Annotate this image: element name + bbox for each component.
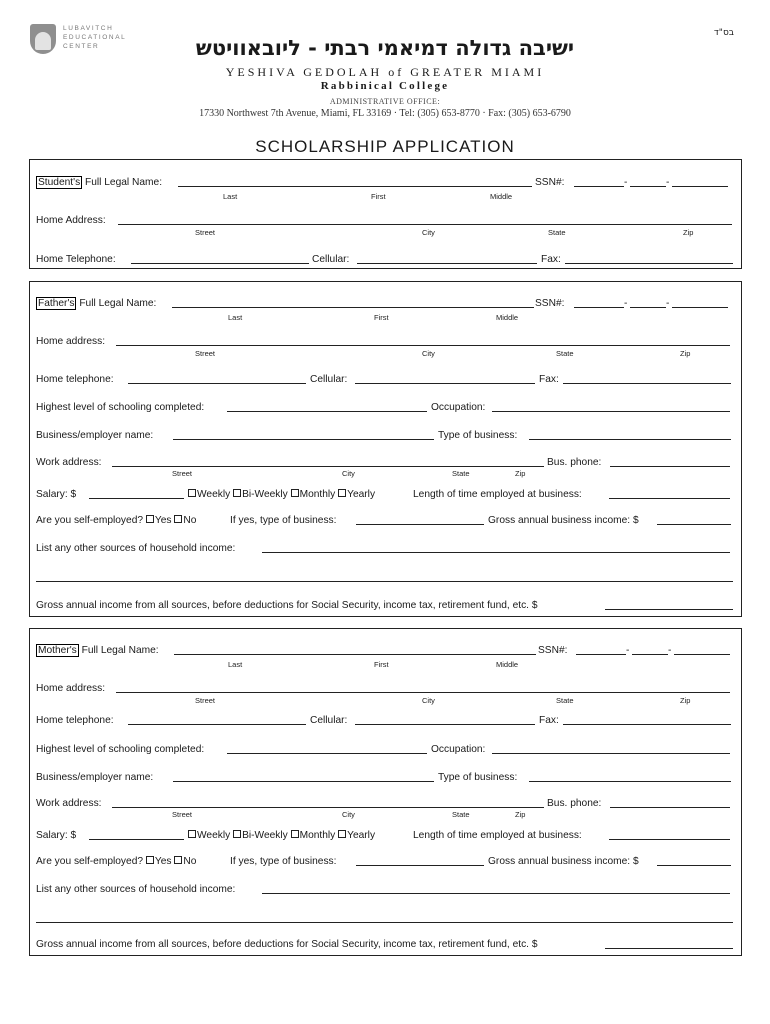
full-legal-name-label: Full Legal Name: xyxy=(85,177,163,188)
schooling-label: Highest level of schooling completed: xyxy=(36,402,205,413)
ssn-dash: - xyxy=(624,177,628,188)
mother-gross-business-income-input[interactable] xyxy=(657,856,731,866)
work-address-label: Work address: xyxy=(36,457,102,468)
father-other-sources-input-line2[interactable] xyxy=(36,572,733,582)
other-sources-label: List any other sources of household income: xyxy=(36,543,236,554)
father-gross-all-sources-input[interactable] xyxy=(605,600,733,610)
mother-name-input[interactable] xyxy=(174,645,536,655)
father-work-address-input[interactable] xyxy=(112,457,544,467)
fax-label: Fax: xyxy=(541,254,561,265)
father-name-row xyxy=(36,298,156,310)
state-caption: State xyxy=(452,810,470,819)
schooling-label: Highest level of schooling completed: xyxy=(36,744,205,755)
street-caption: Street xyxy=(172,469,193,478)
yearly-checkbox[interactable] xyxy=(338,489,346,497)
mother-section xyxy=(29,628,742,956)
length-employed-label: Length of time employed at business: xyxy=(413,489,582,500)
father-home-telephone-input[interactable] xyxy=(128,374,306,384)
ssn-label: SSN#: xyxy=(535,298,565,309)
mother-bus-phone-input[interactable] xyxy=(610,798,730,808)
weekly-label: Weekly xyxy=(197,489,231,500)
father-self-business-type-input[interactable] xyxy=(356,515,484,525)
home-telephone-label: Home telephone: xyxy=(36,715,114,726)
mother-work-address-input[interactable] xyxy=(112,798,544,808)
student-name-row xyxy=(36,177,162,189)
yearly-label: Yearly xyxy=(347,830,376,841)
full-legal-name-label: Full Legal Name: xyxy=(79,298,157,309)
father-section xyxy=(29,281,742,617)
mother-home-address-input[interactable] xyxy=(116,683,730,693)
monthly-label: Monthly xyxy=(299,830,336,841)
home-address-label: Home Address: xyxy=(36,215,106,226)
ssn-dash: - xyxy=(624,298,628,309)
type-of-business-label: Type of business: xyxy=(438,430,518,441)
zip-caption: Zip xyxy=(680,349,691,358)
mother-salary-input[interactable] xyxy=(89,830,184,840)
document-title: SCHOLARSHIP APPLICATION xyxy=(255,137,515,156)
biweekly-checkbox[interactable] xyxy=(233,489,241,497)
street-caption: Street xyxy=(172,810,193,819)
father-fax-input[interactable] xyxy=(563,374,731,384)
father-other-sources-input[interactable] xyxy=(262,543,730,553)
father-role-label: Father's xyxy=(38,298,75,309)
father-type-of-business-input[interactable] xyxy=(529,430,731,440)
state-caption: State xyxy=(556,696,574,705)
salary-label: Salary: $ xyxy=(36,489,77,500)
cellular-label: Cellular: xyxy=(310,715,348,726)
if-yes-type-label: If yes, type of business: xyxy=(230,856,337,867)
gross-business-income-label: Gross annual business income: $ xyxy=(488,856,639,867)
bus-phone-label: Bus. phone: xyxy=(547,457,602,468)
cellular-label: Cellular: xyxy=(312,254,350,265)
mother-self-business-type-input[interactable] xyxy=(356,856,484,866)
state-caption: State xyxy=(556,349,574,358)
student-ssn-part3[interactable] xyxy=(672,177,728,187)
salary-label: Salary: $ xyxy=(36,830,77,841)
student-section xyxy=(29,159,742,269)
work-address-label: Work address: xyxy=(36,798,102,809)
last-caption: Last xyxy=(228,313,243,322)
mother-business-name-input[interactable] xyxy=(173,772,434,782)
length-employed-label: Length of time employed at business: xyxy=(413,830,582,841)
last-caption: Last xyxy=(223,192,238,201)
ssn-label: SSN#: xyxy=(535,177,565,188)
first-caption: First xyxy=(374,660,389,669)
zip-caption: Zip xyxy=(515,469,526,478)
student-home-telephone-input[interactable] xyxy=(131,254,309,264)
mother-other-sources-input-line2[interactable] xyxy=(36,913,733,923)
self-employed-row xyxy=(36,856,196,868)
father-length-employed-input[interactable] xyxy=(609,489,730,499)
father-name-input[interactable] xyxy=(172,298,534,308)
mother-ssn-part3[interactable] xyxy=(674,645,730,655)
father-salary-input[interactable] xyxy=(89,489,184,499)
home-address-label: Home address: xyxy=(36,336,106,347)
self-employed-label: Are you self-employed? xyxy=(36,856,144,867)
city-caption: City xyxy=(422,696,435,705)
self-employed-no-checkbox[interactable] xyxy=(174,515,182,523)
mother-ssn-part1[interactable] xyxy=(576,645,626,655)
yes-label: Yes xyxy=(154,856,172,867)
address-line: 17330 Northwest 7th Avenue, Miami, FL 33169 · Tel: (305) 653-8770 · Fax: (305) 653-6790 xyxy=(199,108,571,119)
state-caption: State xyxy=(548,228,566,237)
type-of-business-label: Type of business: xyxy=(438,772,518,783)
state-caption: State xyxy=(452,469,470,478)
ssn-label: SSN#: xyxy=(538,645,568,656)
student-ssn-part2[interactable] xyxy=(630,177,666,187)
city-caption: City xyxy=(342,810,355,819)
biweekly-checkbox[interactable] xyxy=(233,830,241,838)
cellular-label: Cellular: xyxy=(310,374,348,385)
business-name-label: Business/employer name: xyxy=(36,430,154,441)
mother-cellular-input[interactable] xyxy=(355,715,535,725)
mother-fax-input[interactable] xyxy=(563,715,731,725)
hebrew-title: ישיבה גדולה דמיאמי רבתי - ליובאוויטש xyxy=(195,36,575,60)
bsd-mark: בס"ד xyxy=(713,28,734,38)
mother-schooling-input[interactable] xyxy=(227,744,427,754)
father-schooling-input[interactable] xyxy=(227,402,427,412)
father-home-address-input[interactable] xyxy=(116,336,730,346)
student-fax-input[interactable] xyxy=(565,254,733,264)
logo-text: LUBAVITCH EDUCATIONAL CENTER xyxy=(63,25,127,50)
father-gross-business-income-input[interactable] xyxy=(657,515,731,525)
mother-occupation-input[interactable] xyxy=(492,744,730,754)
yes-label: Yes xyxy=(154,515,172,526)
zip-caption: Zip xyxy=(683,228,694,237)
self-employed-no-checkbox[interactable] xyxy=(174,856,182,864)
business-name-label: Business/employer name: xyxy=(36,772,154,783)
street-caption: Street xyxy=(195,696,216,705)
yearly-label: Yearly xyxy=(347,489,376,500)
father-ssn-part3[interactable] xyxy=(672,298,728,308)
home-address-label: Home address: xyxy=(36,683,106,694)
zip-caption: Zip xyxy=(515,810,526,819)
student-role-label: Student's xyxy=(38,177,81,188)
gross-business-income-label: Gross annual business income: $ xyxy=(488,515,639,526)
monthly-checkbox[interactable] xyxy=(291,830,299,838)
salary-frequency-group xyxy=(188,830,375,842)
office-label: ADMINISTRATIVE OFFICE: xyxy=(329,97,441,106)
last-caption: Last xyxy=(228,660,243,669)
father-cellular-input[interactable] xyxy=(355,374,535,384)
fax-label: Fax: xyxy=(539,715,559,726)
city-caption: City xyxy=(422,349,435,358)
mother-home-telephone-input[interactable] xyxy=(128,715,306,725)
city-caption: City xyxy=(342,469,355,478)
street-caption: Street xyxy=(195,228,216,237)
weekly-label: Weekly xyxy=(197,830,231,841)
full-legal-name-label: Full Legal Name: xyxy=(81,645,159,656)
student-cellular-input[interactable] xyxy=(357,254,537,264)
mother-ssn-part2[interactable] xyxy=(632,645,668,655)
middle-caption: Middle xyxy=(496,660,519,669)
first-caption: First xyxy=(374,313,389,322)
home-telephone-label: Home Telephone: xyxy=(36,254,116,265)
biweekly-label: Bi-Weekly xyxy=(242,830,288,841)
mother-name-row xyxy=(36,645,159,657)
ssn-dash: - xyxy=(666,177,670,188)
gross-all-sources-label: Gross annual income from all sources, before deductions for Social Security, income tax, retirement fund, etc. $ xyxy=(36,939,538,950)
occupation-label: Occupation: xyxy=(431,402,486,413)
student-home-address-input[interactable] xyxy=(118,215,732,225)
ssn-dash: - xyxy=(626,645,630,656)
mother-other-sources-input[interactable] xyxy=(262,884,730,894)
father-bus-phone-input[interactable] xyxy=(610,457,730,467)
middle-caption: Middle xyxy=(496,313,519,322)
ssn-dash: - xyxy=(666,298,670,309)
no-label: No xyxy=(183,515,197,526)
father-ssn-part2[interactable] xyxy=(630,298,666,308)
mother-type-of-business-input[interactable] xyxy=(529,772,731,782)
bus-phone-label: Bus. phone: xyxy=(547,798,602,809)
student-ssn-part1[interactable] xyxy=(574,177,624,187)
city-caption: City xyxy=(422,228,435,237)
monthly-checkbox[interactable] xyxy=(291,489,299,497)
yearly-checkbox[interactable] xyxy=(338,830,346,838)
other-sources-label: List any other sources of household income: xyxy=(36,884,236,895)
ssn-dash: - xyxy=(668,645,672,656)
first-caption: First xyxy=(371,192,386,201)
gross-all-sources-label: Gross annual income from all sources, before deductions for Social Security, income tax, retirement fund, etc. $ xyxy=(36,600,538,611)
english-title: YESHIVA GEDOLAH of GREATER MIAMI xyxy=(225,65,545,79)
home-telephone-label: Home telephone: xyxy=(36,374,114,385)
weekly-checkbox[interactable] xyxy=(188,489,196,497)
mother-length-employed-input[interactable] xyxy=(609,830,730,840)
subtitle: Rabbinical College xyxy=(320,80,450,92)
zip-caption: Zip xyxy=(680,696,691,705)
self-employed-label: Are you self-employed? xyxy=(36,515,144,526)
fax-label: Fax: xyxy=(539,374,559,385)
self-employed-yes-checkbox[interactable] xyxy=(146,515,154,523)
monthly-label: Monthly xyxy=(299,489,336,500)
no-label: No xyxy=(183,856,197,867)
occupation-label: Occupation: xyxy=(431,744,486,755)
student-name-input[interactable] xyxy=(178,177,532,187)
father-ssn-part1[interactable] xyxy=(574,298,624,308)
self-employed-row xyxy=(36,515,196,527)
if-yes-type-label: If yes, type of business: xyxy=(230,515,337,526)
middle-caption: Middle xyxy=(490,192,513,201)
father-occupation-input[interactable] xyxy=(492,402,730,412)
mother-gross-all-sources-input[interactable] xyxy=(605,939,733,949)
weekly-checkbox[interactable] xyxy=(188,830,196,838)
father-business-name-input[interactable] xyxy=(173,430,434,440)
salary-frequency-group xyxy=(188,489,375,501)
street-caption: Street xyxy=(195,349,216,358)
biweekly-label: Bi-Weekly xyxy=(242,489,288,500)
self-employed-yes-checkbox[interactable] xyxy=(146,856,154,864)
mother-role-label: Mother's xyxy=(38,645,77,656)
